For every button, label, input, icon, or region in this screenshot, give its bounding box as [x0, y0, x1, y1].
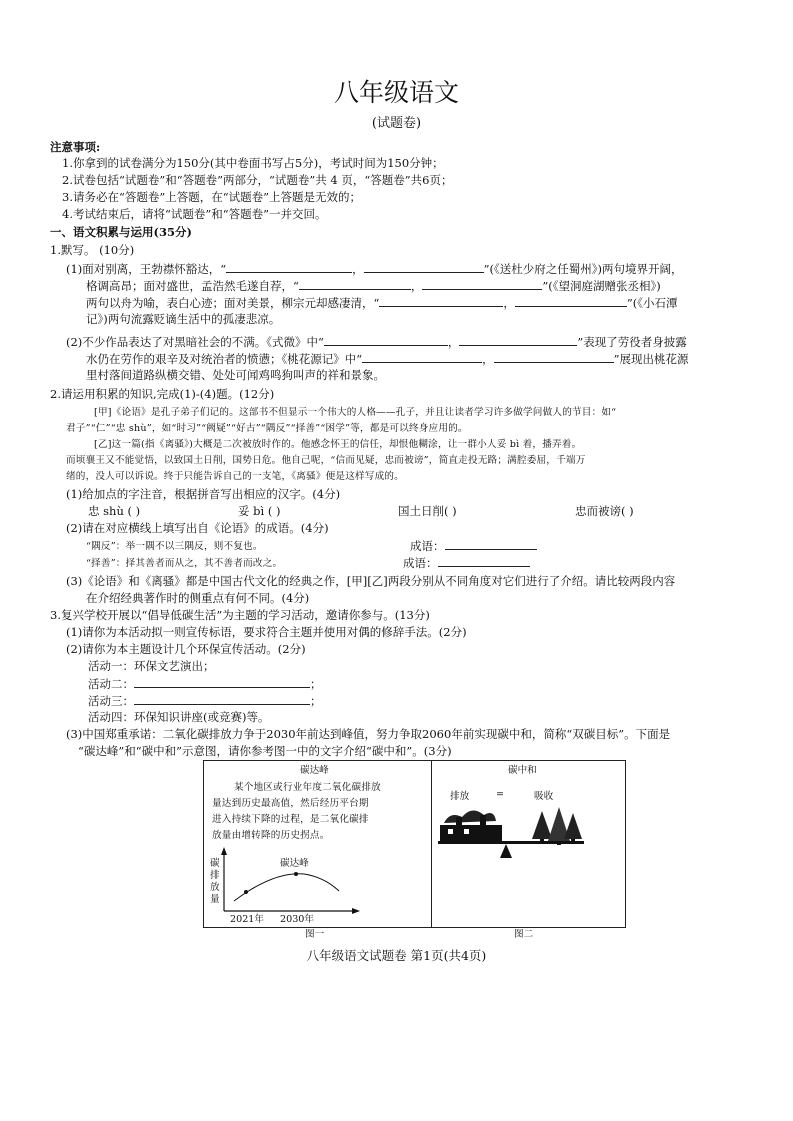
q2-idiom-line: “隅反”：举一隅不以三隅反，则不复也。 — [86, 541, 263, 552]
q2-sub3: 在介绍经典著作时的侧重点有何不同。(4分) — [86, 591, 310, 605]
fig2-absorb-label: 吸收 — [534, 791, 554, 802]
notice-item: 2.试卷包括“试题卷”和“答题卷”两部分，“试题卷”共 4 页，“答题卷”共6页； — [62, 173, 453, 187]
q2-item: 国土日削( ) — [398, 504, 457, 518]
q2-item: 妥 bì ( ) — [238, 504, 281, 518]
fig1-text: 放量由增转降的历史拐点。 — [212, 830, 330, 841]
q1-line: 两句以舟为喻，表白心迹；面对美景，柳宗元却感凄清，“ ， ”(《小石潭 — [86, 296, 678, 310]
answer-blank[interactable] — [494, 350, 614, 363]
fig1-x-label: 2030年 — [280, 914, 315, 925]
question-2-stem: 2.请运用积累的知识,完成(1)-(4)题。(12分) — [50, 387, 275, 401]
fig1-text: 某个地区或行业年度二氧化碳排放 — [234, 782, 381, 793]
answer-blank[interactable] — [134, 675, 310, 688]
fig1-caption: 图一 — [305, 929, 325, 940]
fig1-text: 进入持续下降的过程，是二氧化碳排 — [212, 814, 369, 825]
activity: 活动三： ； — [88, 694, 322, 708]
fig1-x-label: 2021年 — [230, 914, 265, 925]
emission-curve — [234, 874, 339, 901]
fig2-equals: = — [496, 789, 505, 800]
q1-line: 记》)两句流露贬谪生活中的孤凄悲凉。 — [86, 312, 281, 326]
passage-yi: 绪的，没人可以诉说。终于只能告诉自己的一支笔，《离骚》便是这样写成的。 — [66, 471, 404, 482]
x-axis-arrow — [352, 908, 360, 914]
q2-sub2: (2)请在对应横线上填写出自《论语》的成语。(4分) — [66, 521, 329, 535]
fig1-ylabel: 放 — [210, 882, 220, 893]
fig2-heading: 碳中和 — [508, 765, 537, 776]
y-axis-arrow — [221, 847, 227, 855]
answer-blank[interactable] — [515, 294, 627, 307]
fig2-emission-label: 排放 — [450, 791, 470, 802]
q2-sub1: (1)给加点的字注音，根据拼音写出相应的汉字。(4分) — [66, 487, 341, 501]
q2-idiom-label: 成语： — [403, 554, 530, 571]
q3-sub1: (1)请你为本活动拟一则宣传标语，要求符合主题并使用对偶的修辞手法。(2分) — [66, 625, 467, 639]
q3-sub3: (3)中国郑重承诺：二氧化碳排放力争于2030年前达到峰值，努力争取2060年前实现碳中和，简称“双碳目标”。下面是 — [66, 727, 671, 741]
notice-heading: 注意事项: — [50, 140, 101, 154]
answer-blank[interactable] — [379, 294, 503, 307]
passage-yi: [乙]这一篇(指《离骚》)大概是二次被放时作的。他感念怀王的信任，却恨他糊涂，让一群小人妥 bì 着，播弄着。 — [94, 439, 582, 450]
q2-idiom-label: 成语： — [410, 537, 537, 554]
q2-item: 忠 shù ( ) — [88, 504, 141, 518]
answer-blank[interactable] — [324, 333, 448, 346]
q1-line: (2)不少作品表达了对黑暗社会的不满。《式微》中“ ， ”表现了劳役者身披露 — [66, 335, 687, 349]
fig1-ylabel: 排 — [210, 870, 220, 881]
q2-sub3: (3)《论语》和《离骚》都是中国古代文化的经典之作，[甲][乙]两段分别从不同角度对它们进行了介绍。请比较两段内容 — [66, 574, 676, 588]
point-2021 — [244, 890, 248, 894]
exam-title: 八年级语文 — [333, 78, 459, 107]
answer-blank[interactable] — [422, 277, 542, 290]
q2-idiom-line: “择善”：择其善者而从之，其不善者而改之。 — [86, 558, 283, 569]
answer-blank[interactable] — [362, 350, 482, 363]
answer-blank[interactable] — [226, 260, 352, 273]
fig2-caption: 图二 — [514, 929, 534, 940]
answer-blank[interactable] — [445, 537, 537, 550]
passage-yi: 而顷襄王又不能觉悟，以致国土日削，国势日危。他自己呢，“信而见疑，忠而被谤”，简直走投无路；满腔委屈，千端万 — [66, 455, 586, 466]
exam-subtitle: (试题卷) — [371, 116, 422, 131]
point-2030 — [294, 872, 298, 876]
q2-item: 忠而被谤( ) — [575, 504, 634, 518]
question-1-stem: 1.默写。 (10分) — [50, 243, 135, 257]
fig1-ylabel: 量 — [210, 894, 220, 905]
notice-item: 4.考试结束后，请将“试题卷”和“答题卷”一并交回。 — [62, 207, 327, 221]
answer-blank[interactable] — [364, 260, 484, 273]
fig1-peak-label: 碳达峰 — [280, 858, 309, 869]
q1-line: (1)面对别离，王勃襟怀豁达，“ ， ”(《送杜少府之任蜀州》)两句境界开阔， — [66, 262, 683, 276]
answer-blank[interactable] — [438, 554, 530, 567]
activity: 活动一：环保文艺演出； — [88, 659, 215, 673]
carbon-balance-illustration — [432, 761, 626, 927]
balance-beam — [438, 841, 584, 844]
activity: 活动二： ； — [88, 677, 322, 691]
factory-icon — [440, 810, 502, 841]
section-heading: 一、语文积累与运用(35分) — [50, 225, 192, 239]
notice-item: 3.请务必在“答题卷”上答题，在“试题卷”上答题是无效的； — [62, 190, 361, 204]
passage-jia: 君子”“仁”“忠 shù”，如“时习”“阙疑”“好古”“隅反”“择善”“困学”等，都是可以终身应用的。 — [66, 423, 468, 434]
answer-blank[interactable] — [134, 692, 310, 705]
activity: 活动四：环保知识讲座(或竞赛)等。 — [88, 710, 270, 724]
answer-blank[interactable] — [299, 277, 411, 290]
q1-line: 格调高昂；面对盛世，孟浩然毛遂自荐，“ ， ”(《望洞庭湖赠张丞相》) — [86, 279, 661, 293]
q3-sub2: (2)请你为本主题设计几个环保宣传活动。(2分) — [66, 642, 306, 656]
fig1-text: 量达到历史最高值，然后经历平台期 — [212, 798, 369, 809]
q1-line: 里村落间道路纵横交错、处处可闻鸡鸣狗叫声的祥和景象。 — [86, 368, 385, 382]
trees-icon — [532, 807, 582, 845]
fig1-heading: 碳达峰 — [300, 765, 329, 776]
emission-curve-graph — [204, 761, 431, 927]
q3-sub3: “碳达峰”和“碳中和”示意图，请你参考图一中的文字介绍“碳中和”。(3分) — [78, 744, 452, 758]
page-footer: 八年级语文试题卷 第1页(共4页) — [306, 948, 487, 963]
carbon-figure — [203, 760, 626, 928]
answer-blank[interactable] — [459, 333, 577, 346]
q1-line: 水仍在劳作的艰辛及对统治者的愤懑；《桃花源记》中“ ， ”展现出桃花源 — [86, 352, 689, 366]
fig1-ylabel: 碳 — [210, 858, 220, 869]
question-3-stem: 3.复兴学校开展以“倡导低碳生活”为主题的学习活动，邀请你参与。(13分) — [50, 608, 430, 622]
notice-item: 1.你拿到的试卷满分为150分(其中卷面书写占5分)，考试时间为150分钟； — [62, 156, 444, 170]
passage-jia: [甲]《论语》是孔子弟子们记的。这部书不但显示一个伟大的人格——孔子，并且让读者学习许多做学问做人的节目：如“ — [94, 407, 617, 418]
balance-fulcrum — [500, 844, 512, 858]
